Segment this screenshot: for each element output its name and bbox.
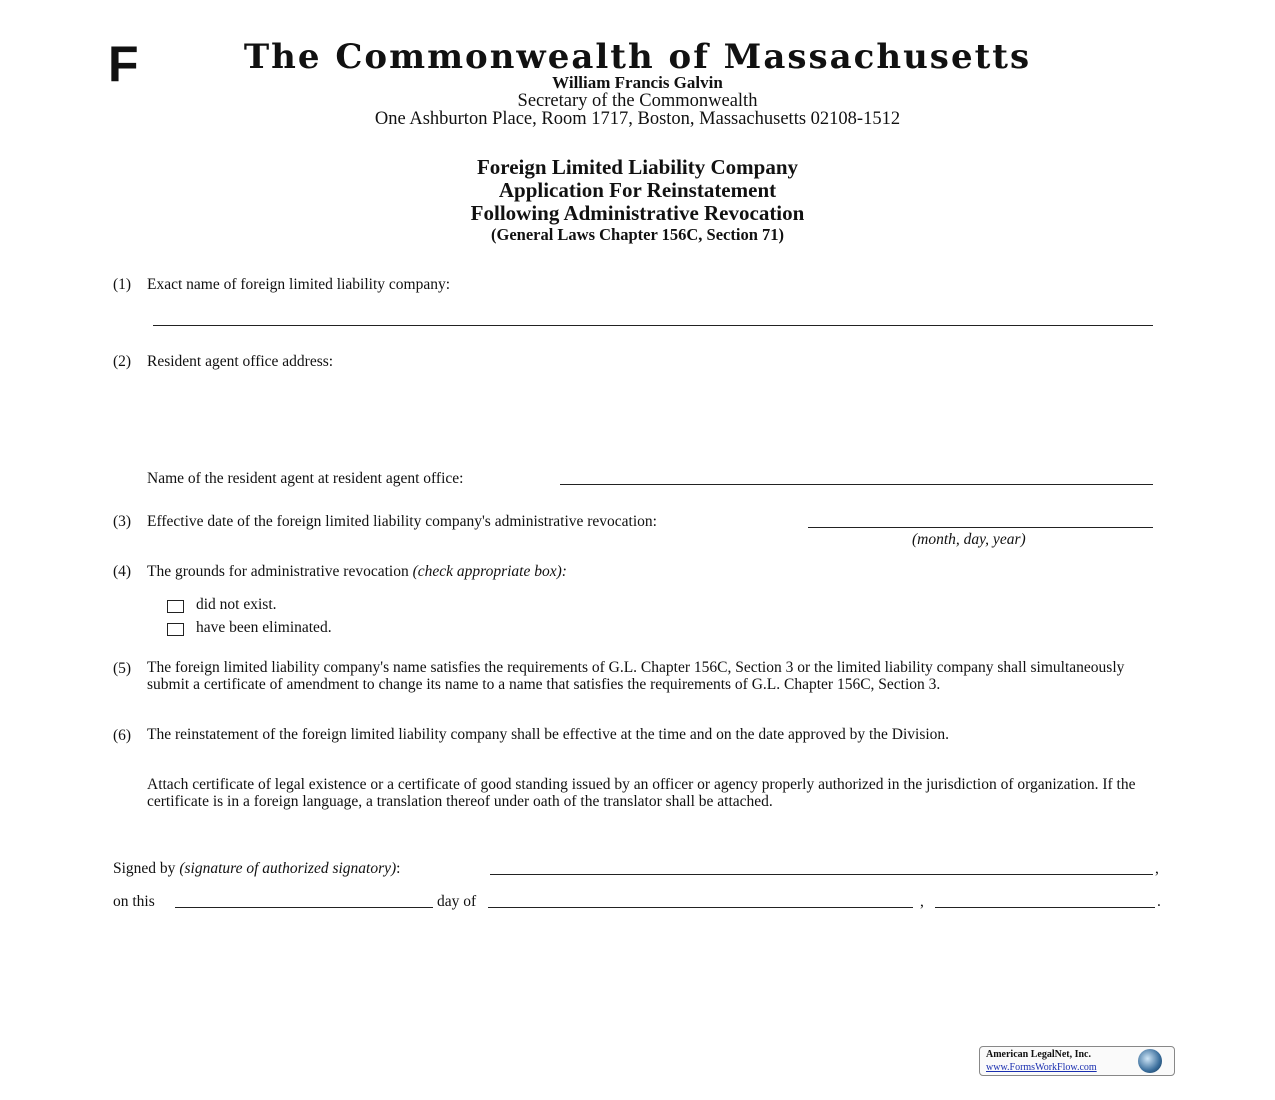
item-number: (4)	[113, 563, 132, 580]
day-of-label: day of	[437, 893, 477, 910]
colon: :	[396, 860, 401, 877]
period: .	[1157, 893, 1161, 910]
comma: ,	[1155, 860, 1159, 877]
logo-company: American LegalNet, Inc.	[986, 1049, 1091, 1060]
company-name-label: Exact name of foreign limited liability company:	[147, 276, 451, 293]
eliminated-checkbox[interactable]	[167, 623, 184, 636]
item-number: (5)	[113, 660, 132, 677]
agent-address-label: Resident agent office address:	[147, 353, 334, 370]
effective-date-text: The reinstatement of the foreign limited liability company shall be effective at the time and on the date approved by the Division.	[147, 726, 950, 743]
signed-by-label: Signed by	[113, 860, 176, 877]
did-not-exist-label: did not exist.	[196, 596, 277, 613]
day-field[interactable]	[175, 907, 433, 908]
item-number: (6)	[113, 727, 132, 744]
legalnet-logo	[979, 1046, 1175, 1076]
year-field[interactable]	[935, 907, 1155, 908]
revocation-date-label: Effective date of the foreign limited liability company's administrative revocation:	[147, 513, 657, 530]
logo-url-link[interactable]: www.FormsWorkFlow.com	[986, 1062, 1097, 1073]
eliminated-label: have been eliminated.	[196, 619, 332, 636]
on-this-label: on this	[113, 893, 155, 910]
signature-field[interactable]	[490, 874, 1153, 875]
company-name-field[interactable]	[153, 325, 1153, 326]
state-heading: The Commonwealth of Massachusetts	[243, 37, 1032, 77]
grounds-label: The grounds for administrative revocation	[147, 563, 409, 580]
name-requirement-text: The foreign limited liability company's name satisfies the requirements of G.L. Chapter 156C, Section 3 or the limited liability company shall simultaneously submit a certificate of amendment to change its name to a name that satisfies the requirements of G.L. Chapter 156C, Section 3.	[147, 659, 1125, 693]
form-title-3: Following Administrative Revocation	[470, 201, 805, 225]
item-number: (1)	[113, 276, 132, 293]
form-title-2: Application For Reinstatement	[498, 178, 777, 202]
signature-hint: (signature of authorized signatory)	[179, 860, 397, 877]
grounds-hint: (check appropriate box):	[412, 563, 567, 580]
date-format-hint: (month, day, year)	[912, 531, 1026, 548]
official-name: William Francis Galvin	[552, 73, 723, 92]
office-title: Secretary of the Commonwealth	[517, 91, 758, 111]
item-number: (3)	[113, 513, 132, 530]
comma: ,	[920, 893, 924, 910]
form-letter: F	[108, 36, 139, 92]
office-address: One Ashburton Place, Room 1717, Boston, Massachusetts 02108-1512	[374, 109, 901, 129]
attachment-instructions: Attach certificate of legal existence or a certificate of good standing issued by an officer or agency properly authorized in the jurisdiction of organization. If the certificate is in a foreign language, a translation thereof under oath of the translator shall be attached.	[147, 776, 1136, 810]
form-title-1: Foreign Limited Liability Company	[476, 155, 799, 179]
item-number: (2)	[113, 353, 132, 370]
form-law-reference: (General Laws Chapter 156C, Section 71)	[490, 225, 784, 244]
globe-icon	[1138, 1049, 1162, 1073]
did-not-exist-checkbox[interactable]	[167, 600, 184, 613]
month-field[interactable]	[488, 907, 913, 908]
agent-name-label: Name of the resident agent at resident agent office:	[147, 470, 464, 487]
agent-name-field[interactable]	[560, 484, 1153, 485]
revocation-date-field[interactable]	[808, 527, 1153, 528]
